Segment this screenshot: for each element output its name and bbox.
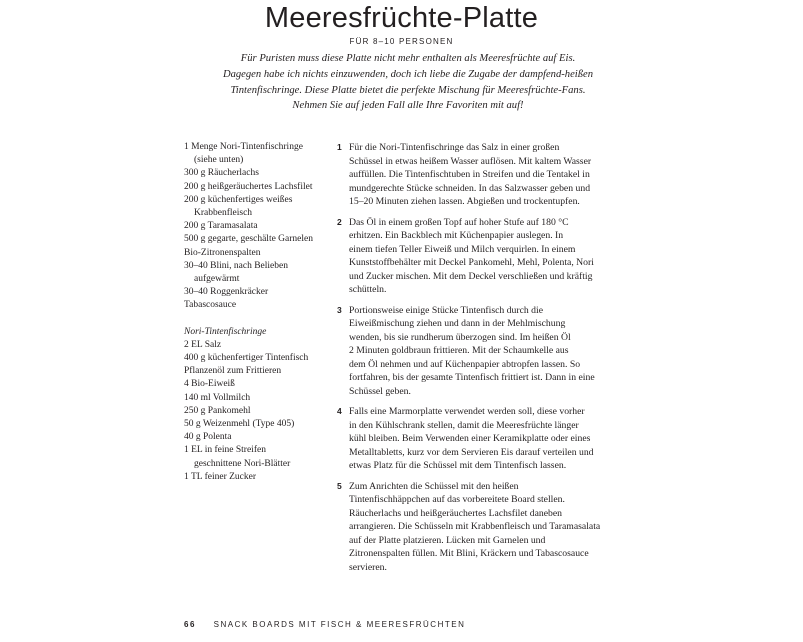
step-text-line: Für die Nori-Tintenfischringe das Salz in einer großen <box>349 142 560 153</box>
ingredient-item: Pflanzenöl zum Frittieren <box>184 366 282 377</box>
intro-line: Nehmen Sie auf jeden Fall alle Ihre Favoriten mit auf! <box>292 100 524 112</box>
section-title: SNACK BOARDS MIT FISCH & MEERESFRÜCHTEN <box>213 620 466 629</box>
intro-line: Tintenfischringe. Diese Platte bietet die perfekte Mischung für Meeresfrüchte-Fans. <box>230 84 586 96</box>
step-text-line: Metalltabletts, kurz vor dem Servieren Eis darauf verteilen und <box>349 446 594 458</box>
step-text-line: in den Kühlschrank stellen, damit die Meeresfrüchte länger <box>349 419 579 431</box>
step-number: 5 <box>337 480 342 491</box>
step-text-line: Tintenfischhäppchen auf das vorbereitete Board stellen. <box>349 494 565 505</box>
step-text-line: Schüssel geben. <box>349 385 411 397</box>
ingredient-item: 500 g gegarte, geschälte Garnelen <box>184 234 313 245</box>
step-text-line: schütteln. <box>349 284 387 295</box>
step-number: 4 <box>337 406 342 416</box>
step-number: 2 <box>337 216 342 227</box>
step-text-line: kühl bleiben. Beim Verwenden einer Keramikplatte oder eines <box>349 433 591 444</box>
ingredient-item: 200 g Taramasalata <box>184 221 258 232</box>
servings-label: FÜR 8–10 PERSONEN <box>349 37 454 46</box>
step-text-line: etwas Platz für die Schüssel mit dem Tintenfisch lassen. <box>349 460 567 471</box>
step-text-line: fortfahren, bis der gesamte Tintenfisch frittiert ist. Dann in eine <box>349 372 595 383</box>
step-text-line: mundgerechte Stücke schneiden. In das Salzwasser geben und <box>349 182 591 194</box>
ingredient-item: 200 g heißgeräuchertes Lachsfilet <box>184 181 313 192</box>
step-text-line: wenden, bis sie rundherum überzogen sind. Im heißen Öl <box>349 331 571 343</box>
step-text-line: Eiweißmischung ziehen und dann in der Mehlmischung <box>349 318 566 329</box>
step-text-line: Falls eine Marmorplatte verwendet werden soll, diese vorher <box>349 406 585 417</box>
step-number: 3 <box>337 304 342 315</box>
ingredient-item: Bio-Zitronenspalten <box>184 247 261 258</box>
step-text-line: 15–20 Minuten ziehen lassen. Abgießen und trockentupfen. <box>349 196 580 207</box>
method-step <box>337 141 627 209</box>
ingredient-item: 1 Menge Nori-Tintenfischringe <box>184 142 303 152</box>
intro-text <box>218 51 598 114</box>
ingredient-item: 1 EL in feine Streifen <box>184 445 266 456</box>
ingredient-item: 50 g Weizenmehl (Type 405) <box>184 419 295 430</box>
step-text-line: Kunststoffbehälter mit Deckel Pankomehl, Mehl, Polenta, Nori <box>349 257 594 268</box>
ingredient-item: 4 Bio-Eiweiß <box>184 379 235 390</box>
ingredient-item: 1 TL feiner Zucker <box>184 471 257 482</box>
step-text-line: auffüllen. Die Tintenfischtuben in Streifen und die Tentakel in <box>349 169 590 180</box>
ingredient-item: 30–40 Blini, nach Belieben <box>184 260 288 271</box>
step-text-line: Portionsweise einige Stücke Tintenfisch durch die <box>349 304 543 316</box>
ingredient-item: 400 g küchenfertiger Tintenfisch <box>184 353 309 364</box>
ingredient-item: 30–40 Roggenkräcker <box>184 287 269 298</box>
intro-line: Dagegen habe ich nichts einzuwenden, doch ich liebe die Zugabe der dampfend-heißen <box>222 68 594 80</box>
ingredient-subheading: Nori-Tintenfischringe <box>184 326 267 337</box>
step-text-line: Zum Anrichten die Schüssel mit den heißen <box>349 480 519 492</box>
ingredient-item: 200 g küchenfertiges weißes <box>184 194 293 205</box>
ingredient-list <box>184 141 334 484</box>
recipe-title: Meeresfrüchte-Platte <box>264 2 539 34</box>
page-footer <box>184 620 465 629</box>
intro-line: Für Puristen muss diese Platte nicht mehr enthalten als Meeresfrüchte auf Eis. <box>240 53 576 64</box>
ingredient-item: Krabbenfleisch <box>194 208 253 219</box>
step-text-line: 2 Minuten goldbraun frittieren. Mit der Schaumkelle aus <box>349 345 569 356</box>
method-step <box>337 304 627 399</box>
ingredient-item: Tabascosauce <box>184 300 237 311</box>
method-steps <box>337 141 627 581</box>
ingredient-item: 300 g Räucherlachs <box>184 168 259 179</box>
step-text-line: Räucherlachs und heißgeräuchertes Lachsfilet daneben <box>349 507 563 519</box>
method-step <box>337 216 627 297</box>
ingredient-item: aufgewärmt <box>194 274 240 285</box>
step-text-line: Das Öl in einem großen Topf auf hoher Stufe auf 180 °C <box>349 216 569 228</box>
step-text-line: Zitronenspalten füllen. Mit Blini, Kräckern und Tabascosauce <box>349 548 589 559</box>
ingredient-item: 140 ml Vollmilch <box>184 392 251 403</box>
step-text-line: dem Öl nehmen und auf Küchenpapier abtropfen lassen. So <box>349 358 581 370</box>
ingredient-item: 40 g Polenta <box>184 432 232 443</box>
step-text-line: arrangieren. Die Schüsseln mit Krabbenfleisch und Taramasalata <box>349 521 601 532</box>
step-text-line: auf der Platte platzieren. Lücken mit Garnelen und <box>349 534 546 546</box>
ingredient-item: 250 g Pankomehl <box>184 405 251 416</box>
ingredient-item: geschnittene Nori-Blätter <box>194 458 291 469</box>
method-step <box>337 480 627 575</box>
method-step <box>337 405 627 473</box>
step-text-line: servieren. <box>349 561 387 573</box>
step-number: 1 <box>337 142 342 152</box>
ingredient-spacer <box>184 313 334 326</box>
ingredient-item: 2 EL Salz <box>184 339 222 350</box>
page-number: 66 <box>184 620 196 629</box>
step-text-line: und Zucker mischen. Mit dem Deckel verschließen und kräftig <box>349 270 593 282</box>
step-text-line: Schüssel in etwas heißem Wasser auflösen. Mit kaltem Wasser <box>349 155 592 167</box>
step-text-line: erhitzen. Ein Backblech mit Küchenpapier auslegen. In <box>349 230 564 241</box>
ingredient-item: (siehe unten) <box>194 155 244 166</box>
step-text-line: einem tiefen Teller Eiweiß und Milch verquirlen. In einem <box>349 243 576 255</box>
